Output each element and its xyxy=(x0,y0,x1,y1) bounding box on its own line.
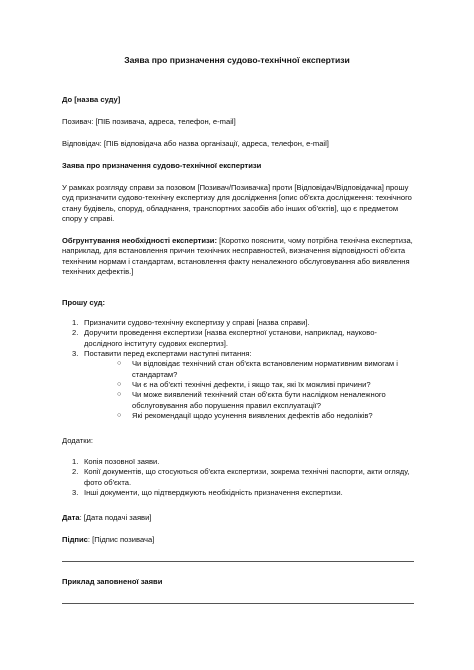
circle-bullet-icon: ○ xyxy=(117,411,122,419)
defendant-line: Відповідач: [ПІБ відповідача або назва організації, адреса, телефон, e-mail] xyxy=(62,139,329,148)
court-line: До [назва суду] xyxy=(62,95,121,104)
request-item: 1. Призначити судово-технічну експертизу у справі [назва справи]. xyxy=(72,318,310,327)
intro-paragraph: У рамках розгляду справи за позовом [Позивач/Позивачка] проти [Відповідач/Відповідачка] прошу суд призначити судово-технічну експертизу для дослідження [опис об'єкта дослідження: технічного стану будівель, споруд, обладнання, транспортних засобів або інших об'єктів], що є предметом спору у справі. xyxy=(62,183,412,223)
request-list-block xyxy=(62,318,414,421)
attachments-heading: Додатки: xyxy=(62,436,93,445)
date-label: Дата xyxy=(62,513,80,522)
question-item: ○ Які рекомендації щодо усунення виявлених дефектів або недоліків? xyxy=(117,410,373,420)
divider xyxy=(62,603,414,604)
request-item: 3. Поставити перед експертами наступні питання: ○ Чи відповідає технічний стан об'єкта встановленим нормативним вимогам і стандартам? ○ Чи є на об'єкті технічні дефекти, і якщо так, які їх можливі причини? ○ Чи може виявлений технічний стан об'єкта бути наслідком неналежного обслуговування або порушення правил експлуатації? ○ Які рекомендації щодо усунення виявлених дефектів або недоліків? xyxy=(62,349,414,421)
circle-bullet-icon: ○ xyxy=(117,391,122,399)
circle-bullet-icon: ○ xyxy=(117,380,122,388)
question-item: ○ Чи відповідає технічний стан об'єкта встановленим нормативним вимогам і стандартам? xyxy=(117,359,398,379)
justification-label: Обгрунтування необхідності експертизи: xyxy=(62,236,217,245)
question-list xyxy=(106,359,414,421)
justification-text: [Коротко пояснити, чому потрібна технічна експертиза, наприклад, для встановлення причин технічних несправностей, визначення відповідності об'єкта технічним нормам і стандартам, встановлення факту неналежного обслуговування або виявлення технічних дефектів.] xyxy=(62,236,413,276)
section-heading: Заява про призначення судово-технічної експертизи xyxy=(62,161,262,170)
request-list xyxy=(62,318,414,421)
date-line xyxy=(62,513,414,523)
divider xyxy=(62,561,414,562)
plaintiff-line: Позивач: [ПІБ позивача, адреса, телефон, e-mail] xyxy=(62,117,236,126)
attachments-list-block xyxy=(62,457,414,498)
request-heading: Прошу суд: xyxy=(62,298,106,307)
attachment-item: 1. Копія позовної заяви. xyxy=(72,457,160,466)
attachment-item: 3. Інші документи, що підтверджують необхідність призначення експертизи. xyxy=(72,487,343,497)
signature-label: Підпис xyxy=(62,535,88,544)
attachment-item: 2. Копії документів, що стосуються об'єкта експертизи, зокрема технічні паспорти, акти огляду, фото об'єкта. xyxy=(72,467,410,487)
question-item: ○ Чи є на об'єкті технічні дефекти, і якщо так, які їх можливі причини? xyxy=(117,379,371,389)
attachments-list xyxy=(62,457,414,498)
circle-bullet-icon: ○ xyxy=(117,360,122,368)
document-title: Заява про призначення судово-технічної експертизи xyxy=(124,55,350,65)
date-value: : [Дата подачі заяви] xyxy=(79,513,152,522)
question-item: ○ Чи може виявлений технічний стан об'єкта бути наслідком неналежного обслуговування або порушення правил експлуатації? xyxy=(117,390,386,410)
example-heading: Приклад заповненої заяви xyxy=(62,577,163,586)
justification-paragraph xyxy=(62,236,414,277)
signature-line xyxy=(62,535,414,545)
signature-value: : [Підпис позивача] xyxy=(87,535,155,544)
request-item: 2. Доручити проведення експертизи [назва експертної установи, наприклад, науково-дослідного інституту судових експертиз]. xyxy=(72,328,377,348)
